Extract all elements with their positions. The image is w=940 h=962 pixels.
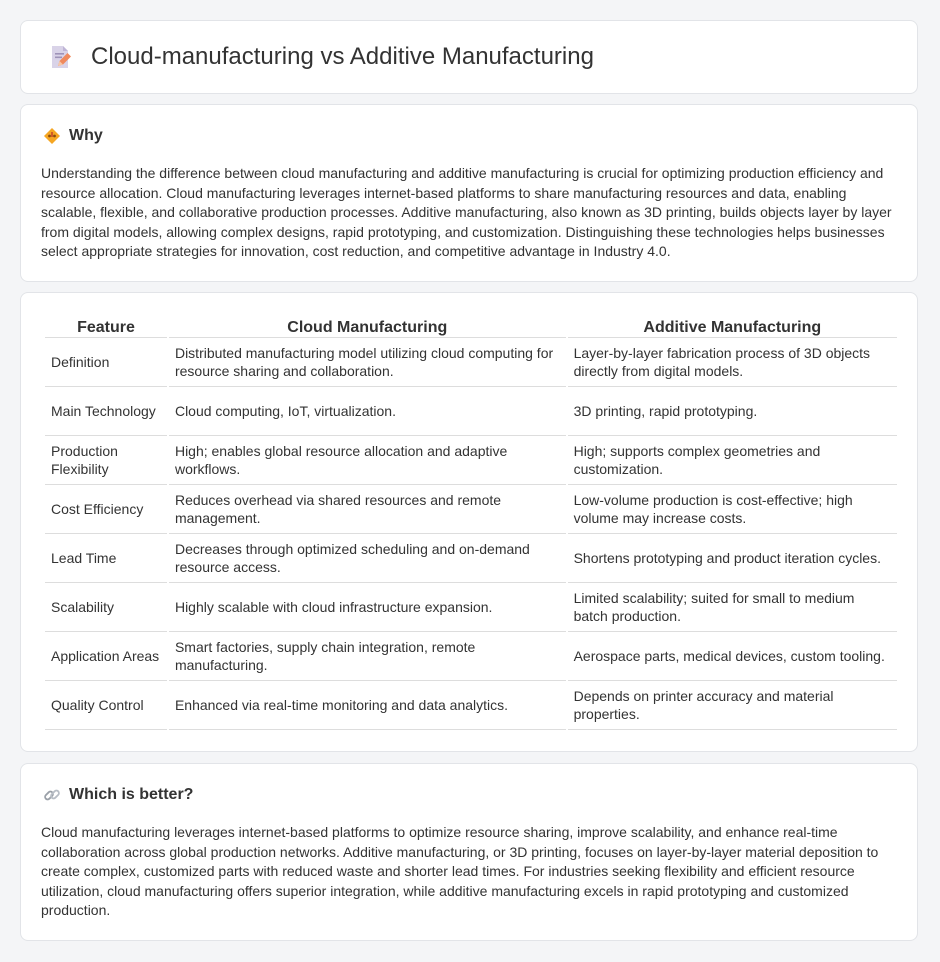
additive-cell: Shortens prototyping and product iteration cycles. <box>568 534 897 583</box>
header-cloud-manufacturing: Cloud Manufacturing <box>169 315 566 338</box>
table-row <box>45 485 897 534</box>
header-feature: Feature <box>45 315 167 338</box>
better-header <box>43 786 193 804</box>
why-section <box>20 104 918 282</box>
cloud-cell: Reduces overhead via shared resources and remote management. <box>169 485 566 534</box>
feature-cell: Quality Control <box>45 681 167 730</box>
table-row <box>45 681 897 730</box>
page-title: Cloud-manufacturing vs Additive Manufacturing <box>91 43 594 70</box>
table-row <box>45 632 897 681</box>
which-is-better-section <box>20 763 918 941</box>
cloud-cell: Distributed manufacturing model utilizing cloud computing for resource sharing and collaboration. <box>169 338 566 387</box>
header-additive-manufacturing: Additive Manufacturing <box>568 315 897 338</box>
table-row <box>45 583 897 632</box>
additive-cell: Limited scalability; suited for small to medium batch production. <box>568 583 897 632</box>
why-header <box>43 127 103 145</box>
additive-cell: Aerospace parts, medical devices, custom tooling. <box>568 632 897 681</box>
cloud-cell: Highly scalable with cloud infrastructure expansion. <box>169 583 566 632</box>
cloud-cell: Enhanced via real-time monitoring and data analytics. <box>169 681 566 730</box>
table-header-row <box>45 315 897 338</box>
feature-cell: Main Technology <box>45 387 167 436</box>
title-card <box>20 20 918 94</box>
comparison-table <box>43 315 899 730</box>
better-title: Which is better? <box>69 786 194 803</box>
why-text: Understanding the difference between cloud manufacturing and additive manufacturing is crucial for optimizing production efficiency and resource allocation. Cloud manufacturing leverages internet-based platforms to share manufacturing resources and data, enabling scalable, flexible, and collaborative production processes. Additive manufacturing, also known as 3D printing, builds objects layer by layer from digital models, allowing complex designs, rapid prototyping, and customization. Distinguishing these technologies helps businesses select appropriate strategies for innovation, cost reduction, and competitive advantage in Industry 4.0. <box>41 165 892 260</box>
better-text: Cloud manufacturing leverages internet-based platforms to optimize resource sharing, improve scalability, and enhance real-time collaboration across global production networks. Additive manufacturing, or 3D printing, focuses on layer-by-layer material deposition to create complex, customized parts with reduced waste and shorter lead times. For industries seeking flexibility and efficient resource utilization, cloud manufacturing offers superior integration, while additive manufacturing excels in rapid prototyping and customized production. <box>41 824 879 919</box>
additive-cell: High; supports complex geometries and customization. <box>568 436 897 485</box>
feature-cell: Definition <box>45 338 167 387</box>
additive-cell: Low-volume production is cost-effective; high volume may increase costs. <box>568 485 897 534</box>
feature-cell: Scalability <box>45 583 167 632</box>
feature-cell: Production Flexibility <box>45 436 167 485</box>
diamond-warning-icon <box>43 127 61 145</box>
cloud-cell: High; enables global resource allocation and adaptive workflows. <box>169 436 566 485</box>
table-row <box>45 534 897 583</box>
document-edit-icon <box>47 44 73 70</box>
title-row <box>47 43 594 71</box>
feature-cell: Cost Efficiency <box>45 485 167 534</box>
table-row <box>45 387 897 436</box>
cloud-cell: Cloud computing, IoT, virtualization. <box>169 387 566 436</box>
link-icon <box>43 786 61 804</box>
feature-cell: Lead Time <box>45 534 167 583</box>
why-title: Why <box>69 127 103 144</box>
additive-cell: Depends on printer accuracy and material properties. <box>568 681 897 730</box>
table-row <box>45 436 897 485</box>
additive-cell: 3D printing, rapid prototyping. <box>568 387 897 436</box>
cloud-cell: Decreases through optimized scheduling and on-demand resource access. <box>169 534 566 583</box>
table-row <box>45 338 897 387</box>
additive-cell: Layer-by-layer fabrication process of 3D objects directly from digital models. <box>568 338 897 387</box>
feature-cell: Application Areas <box>45 632 167 681</box>
comparison-section <box>20 292 918 752</box>
cloud-cell: Smart factories, supply chain integration, remote manufacturing. <box>169 632 566 681</box>
